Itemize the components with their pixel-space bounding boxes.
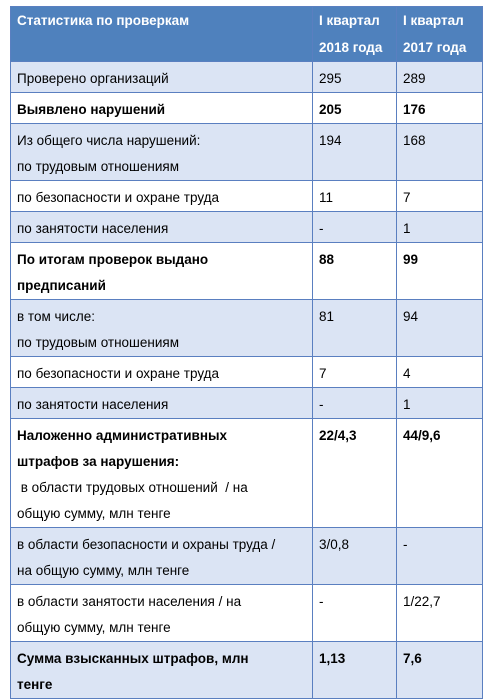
value-2017: 7	[397, 181, 483, 212]
row-label	[11, 585, 313, 642]
table-row	[11, 357, 483, 388]
row-label	[11, 642, 313, 699]
value-2017: 4	[397, 357, 483, 388]
value-2017: 176	[397, 93, 483, 124]
row-label-line: Из общего числа нарушений:	[17, 133, 201, 148]
value-2017: 44/9,6	[397, 419, 483, 528]
row-label	[11, 62, 313, 93]
row-label	[11, 419, 313, 528]
row-label	[11, 124, 313, 181]
value-2017: 1/22,7	[397, 585, 483, 642]
row-sublabel-line: в области трудовых отношений / на	[17, 480, 248, 495]
row-label-line: по трудовым отношениям	[17, 335, 179, 350]
table-row	[11, 528, 483, 585]
value-2018: -	[313, 388, 397, 419]
value-2018: -	[313, 585, 397, 642]
row-label	[11, 93, 313, 124]
table-row	[11, 212, 483, 243]
row-label-line: штрафов за нарушения:	[17, 454, 180, 469]
header-2017-cell	[397, 7, 483, 62]
value-2018: 88	[313, 243, 397, 300]
row-label	[11, 300, 313, 357]
value-2017: -	[397, 528, 483, 585]
table-row	[11, 300, 483, 357]
row-label-line: Проверено организаций	[17, 71, 169, 86]
row-label	[11, 243, 313, 300]
table-row	[11, 181, 483, 212]
table-row	[11, 243, 483, 300]
value-2018: 3/0,8	[313, 528, 397, 585]
value-2017: 168	[397, 124, 483, 181]
table-row	[11, 388, 483, 419]
row-label-line: тенге	[17, 677, 53, 692]
row-label-line: По итогам проверок выдано	[17, 252, 209, 267]
row-label-line: по занятости населения	[17, 397, 169, 412]
value-2017: 94	[397, 300, 483, 357]
table-row	[11, 62, 483, 93]
row-label-line: в том числе:	[17, 309, 95, 324]
row-label	[11, 528, 313, 585]
row-label-line: Наложенно административных	[17, 428, 228, 443]
value-2018: 1,13	[313, 642, 397, 699]
value-2018: -	[313, 212, 397, 243]
value-2018: 205	[313, 93, 397, 124]
header-title: Статистика по проверкам	[17, 13, 190, 28]
row-label-line: на общую сумму, млн тенге	[17, 563, 190, 578]
value-2018: 81	[313, 300, 397, 357]
value-2018: 194	[313, 124, 397, 181]
value-2018: 295	[313, 62, 397, 93]
header-2017-line-2: 2017 года	[403, 40, 467, 55]
table-row	[11, 93, 483, 124]
row-label-line: в области безопасности и охраны труда /	[17, 537, 276, 552]
header-2018-cell	[313, 7, 397, 62]
row-label-line: общую сумму, млн тенге	[17, 620, 171, 635]
value-2017: 289	[397, 62, 483, 93]
header-2018-line-1: I квартал	[319, 13, 380, 28]
table-row	[11, 642, 483, 699]
row-label-line: в области занятости населения / на	[17, 594, 242, 609]
row-label	[11, 212, 313, 243]
table-row	[11, 585, 483, 642]
value-2018: 22/4,3	[313, 419, 397, 528]
value-2017: 7,6	[397, 642, 483, 699]
row-label-line: по безопасности и охране труда	[17, 190, 220, 205]
row-label	[11, 357, 313, 388]
header-2018-line-2: 2018 года	[319, 40, 383, 55]
value-2017: 99	[397, 243, 483, 300]
header-2017-line-1: I квартал	[403, 13, 464, 28]
row-label-line: по трудовым отношениям	[17, 159, 179, 174]
value-2017: 1	[397, 388, 483, 419]
value-2018: 7	[313, 357, 397, 388]
table-header-row	[11, 7, 483, 62]
row-label	[11, 181, 313, 212]
row-label	[11, 388, 313, 419]
row-label-line: по безопасности и охране труда	[17, 366, 220, 381]
table-row	[11, 124, 483, 181]
row-label-line: предписаний	[17, 278, 106, 293]
row-label-line: по занятости населения	[17, 221, 169, 236]
row-label-line: Сумма взысканных штрафов, млн	[17, 651, 249, 666]
value-2018: 11	[313, 181, 397, 212]
table-row	[11, 419, 483, 528]
row-sublabel-line: общую сумму, млн тенге	[17, 506, 171, 521]
value-2017: 1	[397, 212, 483, 243]
row-label-line: Выявлено нарушений	[17, 102, 166, 117]
header-title-cell	[11, 7, 313, 62]
inspection-statistics-table	[10, 6, 483, 699]
